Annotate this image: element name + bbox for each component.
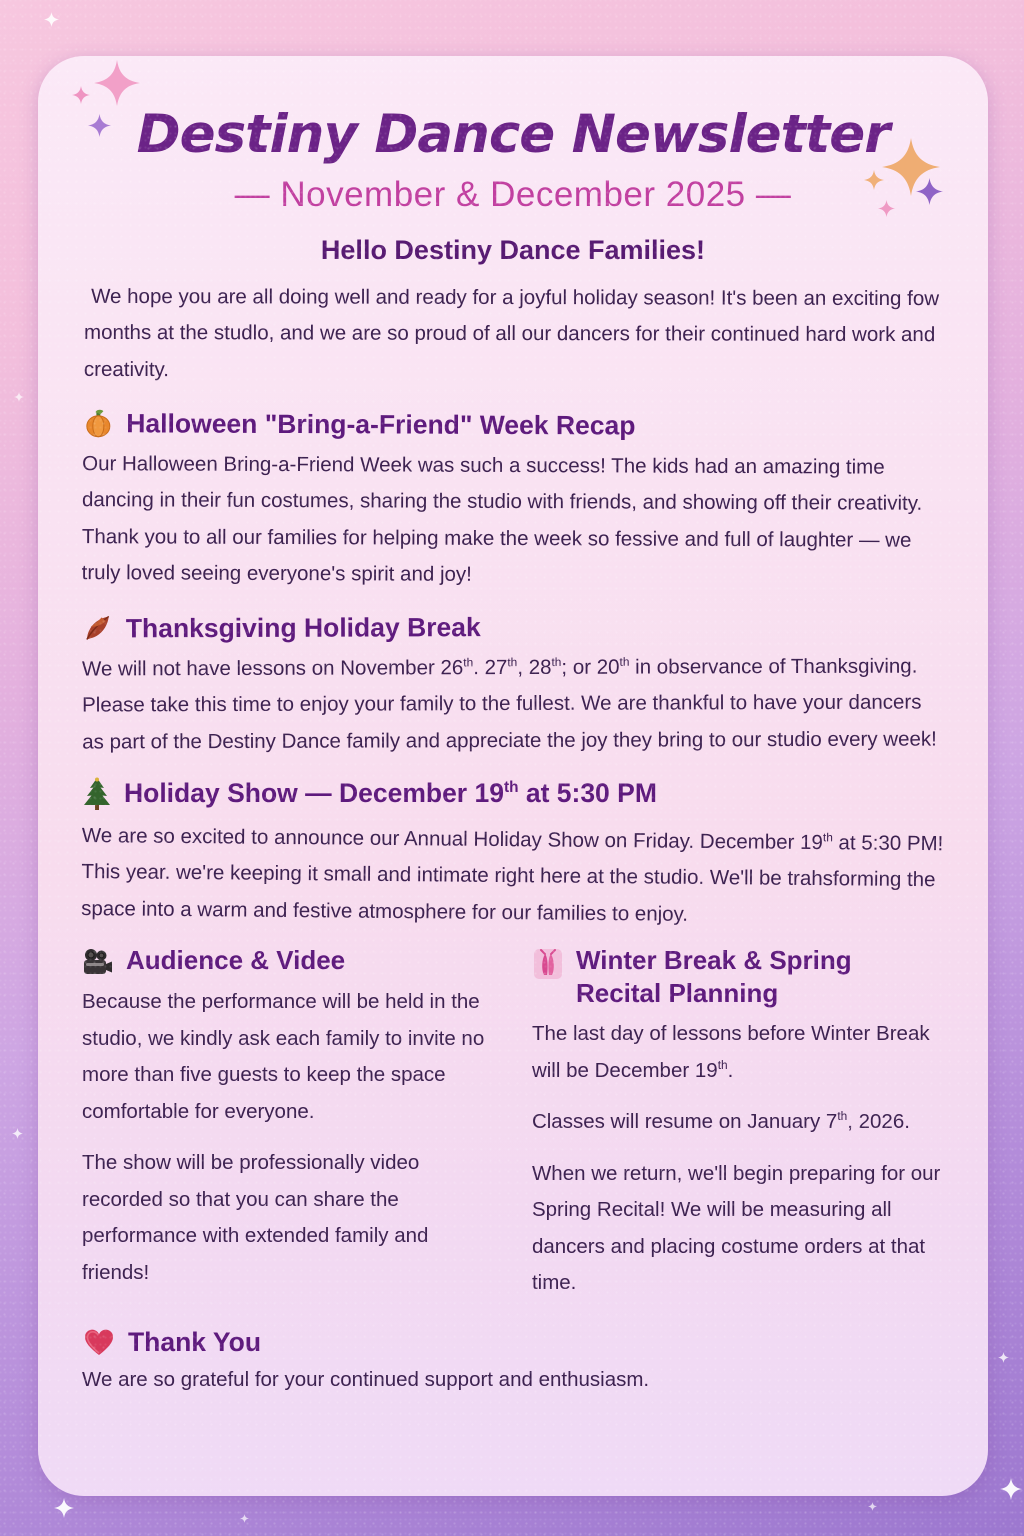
- christmas-tree-icon: [82, 777, 112, 811]
- section-halloween: [82, 408, 945, 597]
- sparkle-icon: [72, 86, 90, 104]
- audience-paragraph-1: Because the performance will be held in the studio, we kindly ask each family to invite no more than five guests to keep the space comfortable for everyone.: [82, 990, 485, 1123]
- sparkle-icon: [864, 170, 884, 190]
- sparkle-icon: [868, 1502, 877, 1511]
- thank-you-paragraph: We are so grateful for your continued support and enthusiasm.: [82, 1367, 650, 1391]
- winter-paragraph-1: The last day of lessons before Winter Break will be December 19th.: [531, 1022, 930, 1082]
- section-holiday-show: [82, 777, 944, 927]
- newsletter-card: [38, 56, 988, 1496]
- sparkle-icon: [54, 1498, 74, 1518]
- sparkle-icon: [916, 178, 943, 205]
- movie-camera-icon: [82, 947, 114, 977]
- halloween-paragraph: Our Halloween Bring-a-Friend Week was such a success! The kids had an amazing time dancing in their fun costumes, sharing the studio with friends, and showing off their creativity. Thank you to all our families for helping make the week so fessive and full of laughter — we truly loved seeing everyone's spirit and joy!: [81, 452, 923, 587]
- sparkle-icon: [12, 1128, 23, 1139]
- thanksgiving-heading-label: Thanksgiving Holiday Break: [125, 612, 481, 644]
- holiday-show-heading-label: Holiday Show — December 19th at 5:30 PM: [124, 778, 657, 809]
- sparkle-icon: [1000, 1478, 1022, 1500]
- winter-paragraph-2: Classes will resume on January 7th, 2026.: [531, 1109, 910, 1134]
- holiday-show-heading: [82, 777, 944, 811]
- page-title: Destiny Dance Newsletter: [136, 104, 890, 165]
- sparkle-icon: [998, 1352, 1009, 1363]
- halloween-heading-label: Halloween "Bring-a-Friend" Week Recap: [126, 408, 636, 441]
- holiday-show-paragraph: We are so excited to announce our Annual Holiday Show on Friday. December 19th at 5:30 PM! This year. we're keeping it small and intimate right here at the studio. We'll be trahsforming the space into a warm and festive atmosphere for our families to enjoy.: [81, 823, 944, 926]
- sparkle-icon: [14, 392, 24, 402]
- sparkle-icon: [88, 114, 111, 137]
- audience-column: [82, 944, 486, 1316]
- fallen-leaf-icon: [82, 613, 114, 645]
- greeting-heading: Hello Destiny Dance Families!: [320, 235, 706, 265]
- newsletter-date-subtitle: — November & December 2025 —: [234, 175, 792, 214]
- sparkle-icon: [44, 12, 59, 27]
- winter-break-column: [532, 944, 944, 1316]
- sparkle-icon: [878, 200, 895, 217]
- sparkle-icon: [94, 60, 140, 106]
- pumpkin-icon: [82, 408, 114, 440]
- thanksgiving-heading: [82, 610, 944, 645]
- audience-heading-label: Audience & Videe: [126, 945, 346, 976]
- winter-paragraph-3: When we return, we'll begin preparing for our Spring Recital! We will be measuring all dancers and placing costume orders at that time.: [531, 1161, 941, 1295]
- audience-heading: [82, 944, 486, 977]
- sparkle-icon: [240, 1514, 249, 1523]
- winter-break-heading: [532, 944, 944, 1009]
- heart-icon: [82, 1327, 116, 1357]
- ballet-shoes-icon: [532, 947, 564, 981]
- two-column-area: [82, 944, 944, 1316]
- thank-you-heading-label: Thank You: [128, 1326, 262, 1357]
- section-thanksgiving: [82, 610, 945, 761]
- audience-paragraph-2: The show will be professionally video recorded so that you can share the performance with extended family and friends!: [82, 1151, 429, 1284]
- halloween-heading: [82, 408, 944, 444]
- thanksgiving-paragraph: We will not have lessons on November 26th. 27th, 28th; or 20th in observance of Thanksgiving. Please take this time to enjoy your family to the fullest. We are thankful to have your dancers as part of the Destiny Dance family and appreciate the joy they bring to our studio every week!: [81, 654, 937, 754]
- intro-paragraph: We hope you are all doing well and ready for a joyful holiday season! It's been an exciting fow months at the studlo, and we are so proud of all our dancers for their continued hard work and creativity.: [83, 284, 940, 382]
- winter-break-heading-label: Winter Break & Spring Recital Planning: [575, 945, 852, 1008]
- section-thank-you: [82, 1327, 944, 1398]
- thank-you-heading: [82, 1327, 944, 1358]
